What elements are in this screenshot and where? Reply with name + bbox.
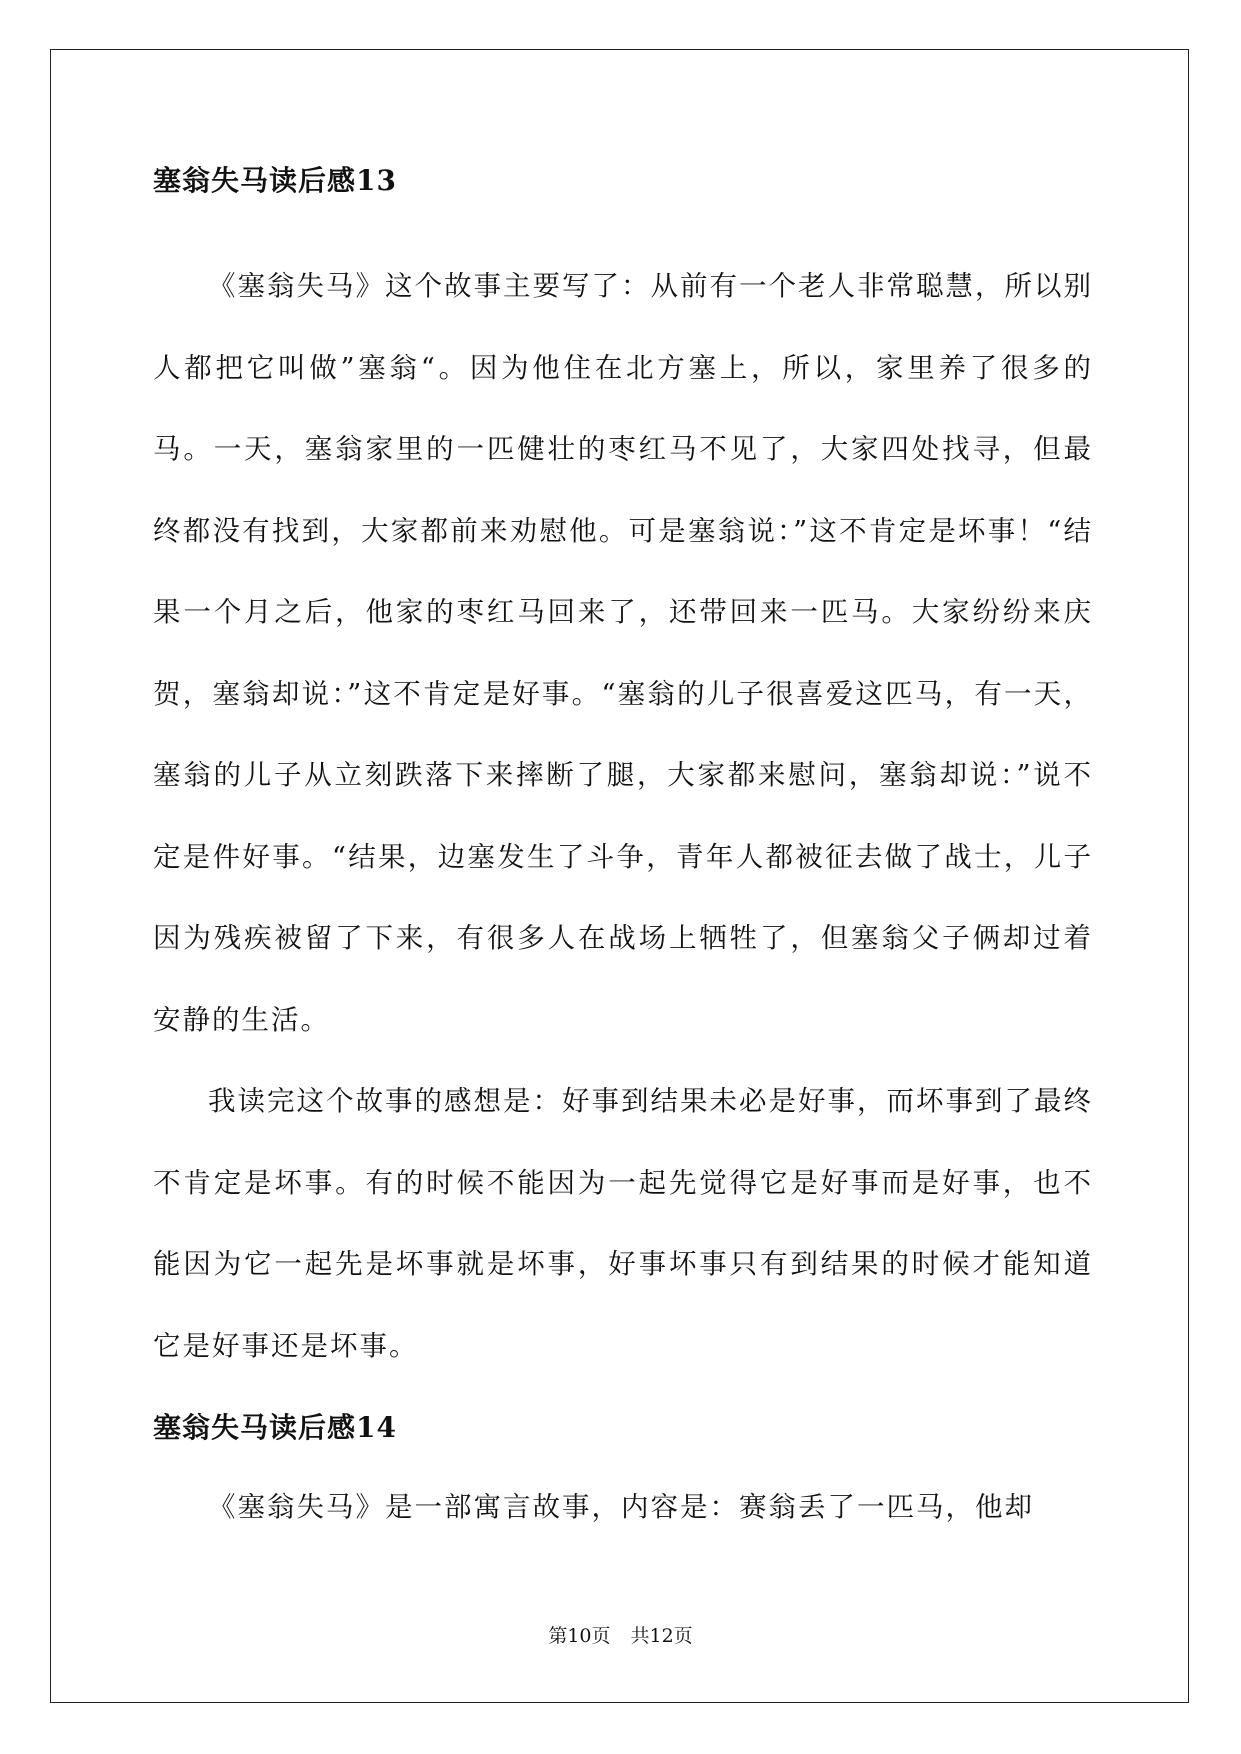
section-heading: 塞翁失马读后感14	[153, 1411, 397, 1444]
page-footer	[0, 1624, 1241, 1648]
page-total: 共12页	[630, 1625, 693, 1647]
document-body	[153, 162, 1093, 1549]
page-number: 第10页	[548, 1625, 611, 1647]
section-heading: 塞翁失马读后感13	[153, 164, 397, 197]
paragraph: 《塞翁失马》是一部寓言故事，内容是：赛翁丢了一匹马，他却	[208, 1491, 1034, 1523]
paragraph: 我读完这个故事的感想是：好事到结果未必是好事，而坏事到了最终不肯定是坏事。有的时候不能因为一起先觉得它是好事而是好事，也不能因为它一起先是坏事就是坏事，好事坏事只有到结果的时候才能知道它是好事还是坏事。	[153, 1085, 1093, 1362]
paragraph: 《塞翁失马》这个故事主要写了：从前有一个老人非常聪慧，所以别人都把它叫做”塞翁“。因为他住在北方塞上，所以，家里养了很多的马。一天，塞翁家里的一匹健壮的枣红马不见了，大家四处找寻，但最终都没有找到，大家都前来劝慰他。可是塞翁说：”这不肯定是坏事！“结果一个月之后，他家的枣红马回来了，还带回来一匹马。大家纷纷来庆贺，塞翁却说：”这不肯定是好事。“塞翁的儿子很喜爱这匹马，有一天，塞翁的儿子从立刻跌落下来摔断了腿，大家都来慰问，塞翁却说：”说不定是件好事。“结果，边塞发生了斗争，青年人都被征去做了战士，儿子因为残疾被留了下来，有很多人在战场上牺牲了，但塞翁父子俩却过着安静的生活。	[153, 270, 1093, 1036]
